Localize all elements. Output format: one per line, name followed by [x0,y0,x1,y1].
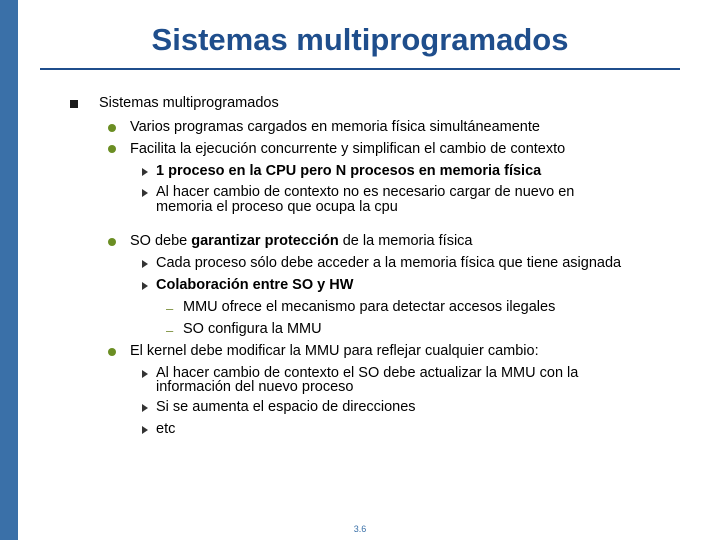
bullet-text: El kernel debe modificar la MMU para reflejar cualquier cambio: [130,343,539,359]
bullet-text: Facilita la ejecución concurrente y simplifican el cambio de contexto [130,141,566,157]
bullet-text: Varios programas cargados en memoria física simultáneamente [130,119,540,135]
triangle-bullet-icon [142,189,148,197]
emphasis-text: garantizar protección [191,233,339,249]
bullet-text-continuation: información del nuevo proceso [156,379,354,395]
triangle-bullet-icon [142,168,148,176]
bullet-text: Al hacer cambio de contexto no es necesario cargar de nuevo en [156,184,575,200]
round-bullet-icon [108,238,116,246]
bullet-text [130,233,473,250]
round-bullet-icon [108,348,116,356]
title-underline [40,68,680,70]
bullet-text: Colaboración entre SO y HW [156,277,354,293]
round-bullet-icon [108,124,116,132]
bullet-text: Si se aumenta el espacio de direcciones [156,399,416,415]
triangle-bullet-icon [142,282,148,290]
dash-bullet-icon: – [166,323,174,338]
triangle-bullet-icon [142,426,148,434]
triangle-bullet-icon [142,404,148,412]
triangle-bullet-icon [142,370,148,378]
round-bullet-icon [108,145,116,153]
bullet-text: Sistemas multiprogramados [99,95,279,111]
page-number: 3.6 [353,524,367,534]
dash-bullet-icon: – [166,301,174,316]
text-part: SO debe [130,233,192,249]
slide-title: Sistemas multiprogramados [151,22,569,57]
bullet-text: etc [156,421,176,437]
bullet-text: SO configura la MMU [183,321,322,337]
bullet-text-continuation: memoria el proceso que ocupa la cpu [156,199,398,215]
bullet-text: Cada proceso sólo debe acceder a la memoria física que tiene asignada [156,255,622,271]
text-part: de la memoria física [338,233,473,249]
triangle-bullet-icon [142,260,148,268]
left-accent-bar [0,0,18,540]
bullet-text: 1 proceso en la CPU pero N procesos en memoria física [156,163,542,179]
bullet-text: MMU ofrece el mecanismo para detectar accesos ilegales [183,299,556,315]
bullet-text: Al hacer cambio de contexto el SO debe actualizar la MMU con la [156,365,579,381]
square-bullet-icon [70,100,78,108]
